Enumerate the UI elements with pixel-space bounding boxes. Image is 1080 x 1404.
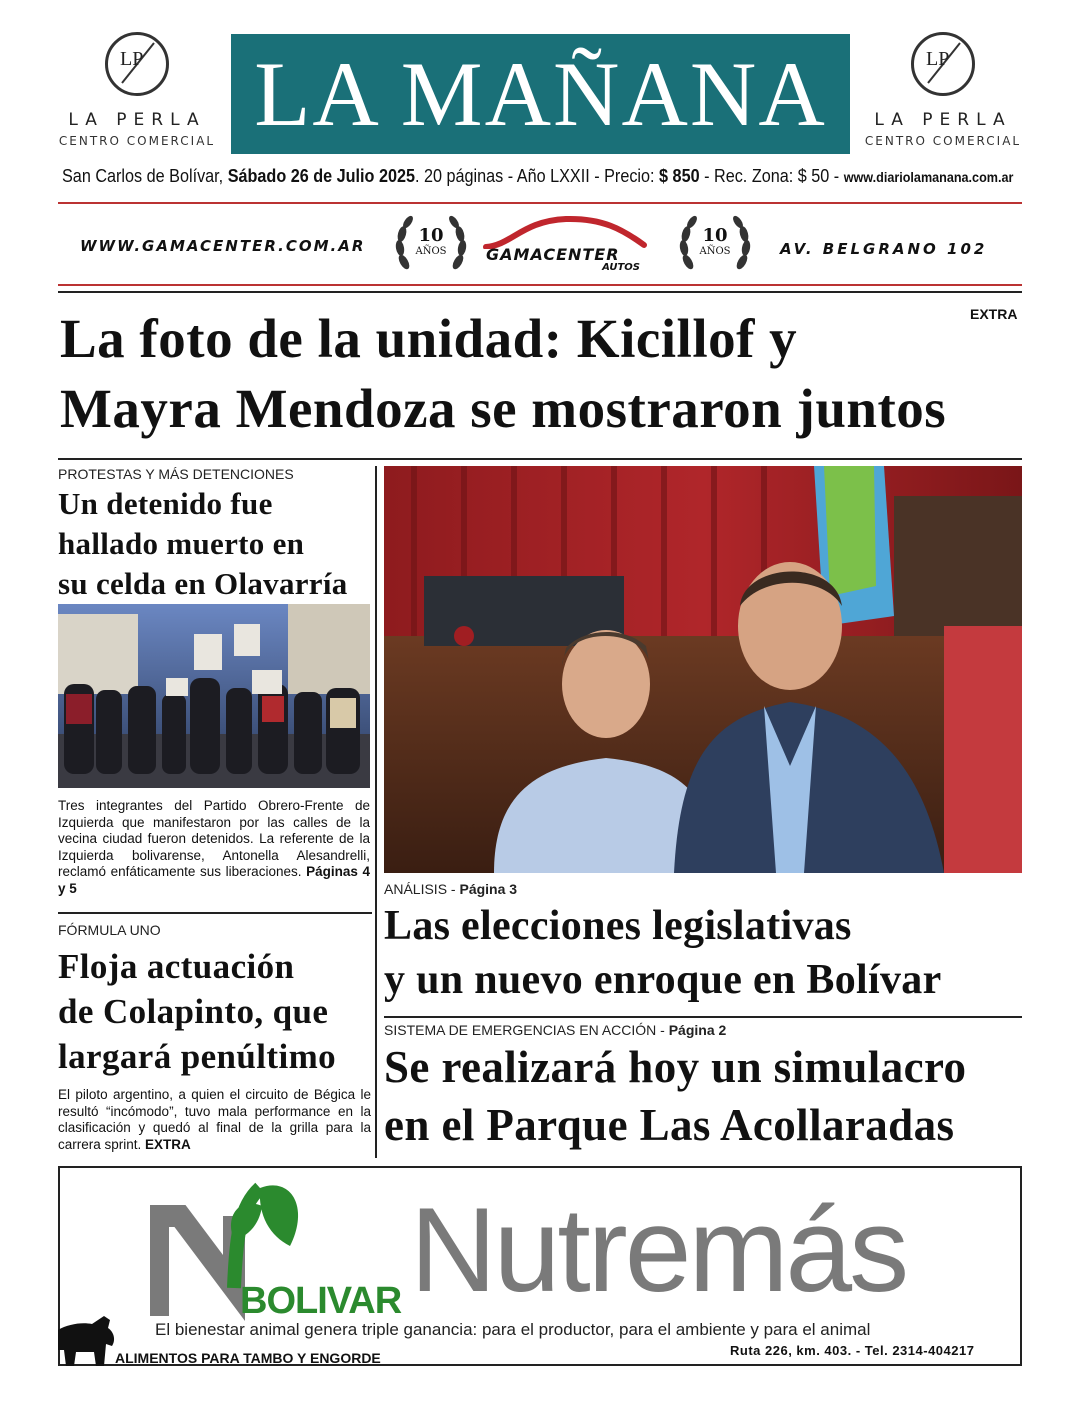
story-headline-line: en el Parque Las Acollaradas (384, 1100, 955, 1150)
anniv-word: AÑOS (699, 246, 731, 257)
sponsor-name: LA PERLA (68, 110, 206, 130)
laurel-badge-right (676, 210, 754, 282)
newspaper-title (231, 34, 850, 154)
ad-contact[interactable]: Ruta 226, km. 403. - Tel. 2314-404217 (730, 1343, 975, 1358)
anniv-number: 10 (418, 225, 444, 246)
ad-tagline: El bienestar animal genera triple ganancia: para el productor, para el ambiente y para el animal (155, 1320, 871, 1339)
story-kicker: FÓRMULA UNO (58, 922, 161, 938)
story-page-ref[interactable]: Páginas 4 y 5 (58, 864, 370, 896)
story-headline (384, 1038, 1024, 1154)
story-page-ref[interactable]: Página 3 (459, 881, 518, 897)
ad-category: ALIMENTOS PARA TAMBO Y ENGORDE (115, 1350, 381, 1366)
story-simulacro[interactable] (384, 1022, 1024, 1154)
story-kicker-text: ANÁLISIS - (384, 881, 456, 897)
story-kicker (384, 881, 1024, 897)
story-body-text: El piloto argentino, a quien el circuito de Bégica le resultó “incómodo”, tuvo mala performance en la clasificación y quedó al final de la grilla para la carrera sprint. (58, 1087, 371, 1152)
story-headline-line: largará penúltimo (58, 1037, 337, 1076)
story-olavarria[interactable] (58, 466, 371, 604)
story-headline-line: Floja actuación (58, 947, 295, 986)
lead-photo (384, 466, 1022, 873)
dateline-pages: . 20 páginas - Año LXXII - Precio: (414, 166, 655, 186)
story-headline-line: Se realizará hoy un simulacro (384, 1042, 967, 1092)
gama-brand-sub: AUTOS (602, 262, 640, 273)
sponsor-name: LA PERLA (874, 110, 1012, 130)
gama-brand-name: GAMACENTER (486, 245, 620, 264)
divider (384, 1016, 1022, 1018)
gama-brand-logo (482, 215, 648, 277)
gama-address: AV. BELGRANO 102 (780, 240, 988, 258)
lead-headline-line: La foto de la unidad: Kicillof y (60, 308, 798, 369)
svg-text:LP: LP (120, 48, 144, 70)
story-colapinto-body (58, 1087, 371, 1153)
car-silhouette-icon (482, 215, 648, 249)
ad-brand: Nutremás (410, 1183, 907, 1317)
sponsor-sub: CENTRO COMERCIAL (864, 134, 1022, 148)
lead-headline-line: Mayra Mendoza se mostraron juntos (60, 378, 947, 439)
divider (58, 291, 1022, 293)
story-body-text: Tres integrantes del Partido Obrero-Frente de Izquierda que manifestaron por las calles de la vecina ciudad fueron detenidos. La referente de la Izquierda bolivarense, Antonella Alesandrelli, reclamó enfáticamente sus liberaciones. (58, 798, 370, 879)
divider (58, 912, 372, 914)
story-colapinto[interactable] (58, 922, 371, 1153)
protest-photo (58, 604, 370, 788)
lead-headline[interactable] (60, 304, 1030, 444)
lead-tag: EXTRA (970, 306, 1018, 322)
column-divider (375, 466, 377, 1158)
story-kicker-text: SISTEMA DE EMERGENCIAS EN ACCIÓN - (384, 1022, 665, 1038)
dateline-price: $ 850 (659, 166, 700, 186)
laurel-badge-left (392, 210, 470, 282)
story-headline-line: de Colapinto, que (58, 992, 329, 1031)
dateline-zone: - Rec. Zona: $ 50 - (704, 166, 840, 186)
story-kicker (384, 1022, 1024, 1038)
gama-website[interactable]: WWW.GAMACENTER.COM.AR (80, 237, 366, 255)
anniv-word: AÑOS (415, 246, 447, 257)
story-headline (384, 899, 1024, 1007)
sponsor-sub: CENTRO COMERCIAL (58, 134, 216, 148)
dateline (62, 166, 1014, 187)
story-elecciones[interactable] (384, 881, 1024, 1007)
story-headline-line: Las elecciones legislativas (384, 903, 852, 949)
story-headline-line: hallado muerto en (58, 526, 305, 561)
story-page-ref[interactable]: EXTRA (145, 1136, 191, 1152)
svg-text:LP: LP (926, 48, 950, 70)
ad-sub-brand: BOLIVAR (240, 1280, 402, 1322)
lp-monogram-icon (105, 32, 169, 96)
divider (58, 284, 1022, 286)
divider (58, 202, 1022, 204)
story-olavarria-body (58, 798, 370, 897)
dateline-date: Sábado 26 de Julio 2025 (227, 166, 415, 186)
dateline-place: San Carlos de Bolívar, (62, 166, 224, 186)
sponsor-logo-right (858, 32, 1028, 148)
story-headline-line: y un nuevo enroque en Bolívar (384, 957, 942, 1003)
dateline-website[interactable]: www.diariolamanana.com.ar (843, 169, 1014, 185)
divider (58, 458, 1022, 460)
anniv-number: 10 (702, 225, 728, 246)
story-headline (58, 944, 371, 1079)
story-kicker: PROTESTAS Y MÁS DETENCIONES (58, 466, 294, 482)
lp-monogram-icon (911, 32, 975, 96)
cow-icon (58, 1310, 118, 1366)
story-headline-line: Un detenido fue (58, 486, 273, 521)
sponsor-logo-left (52, 32, 222, 148)
story-headline (58, 484, 371, 604)
newspaper-title-text: LA MAÑANA (254, 43, 827, 145)
story-page-ref[interactable]: Página 2 (668, 1022, 727, 1038)
story-headline-line: su celda en Olavarría (58, 566, 348, 601)
